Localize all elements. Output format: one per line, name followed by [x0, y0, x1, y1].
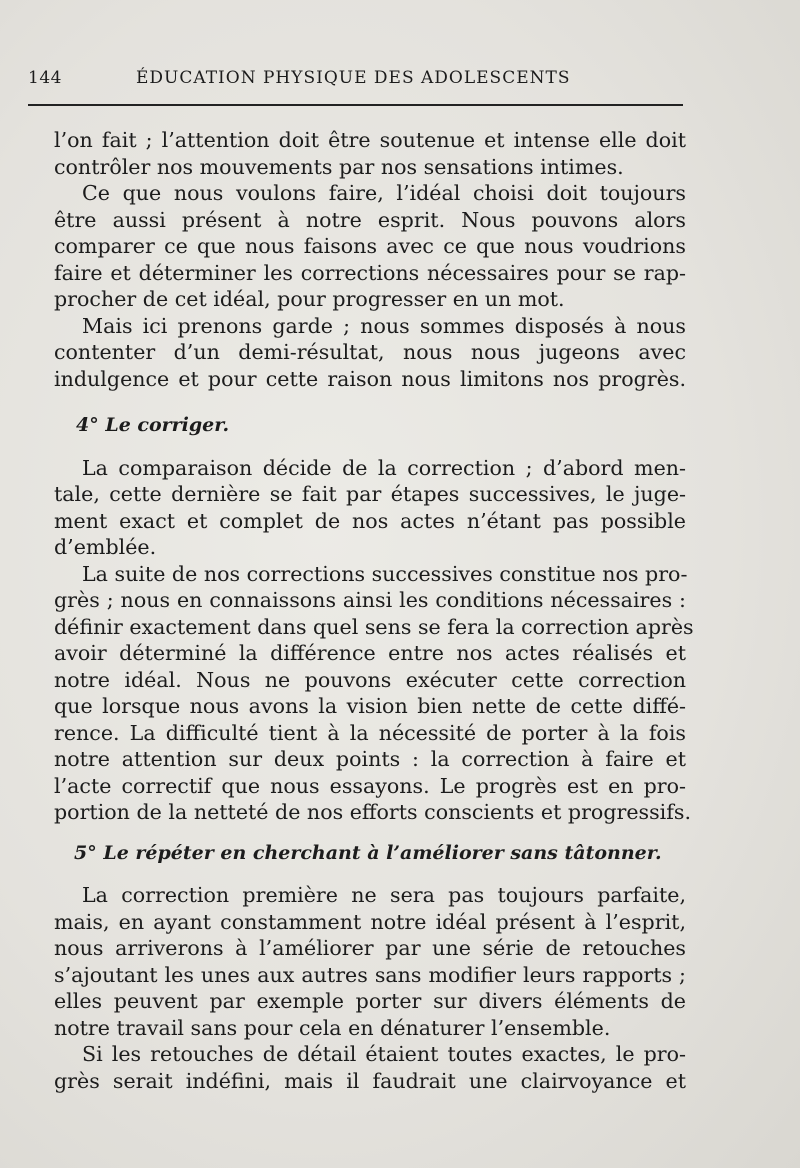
text-line: grès ; nous en connaissons ainsi les conditions nécessaires :: [54, 588, 686, 612]
page-number: 144: [28, 68, 62, 88]
text-line: avoir déterminé la différence entre nos actes réalisés et: [54, 641, 686, 665]
text-line: l’acte correctif que nous essayons. Le progrès est en pro-: [54, 773, 686, 798]
running-title: ÉDUCATION PHYSIQUE DES ADOLESCENTS: [136, 68, 571, 88]
section-heading-5: 5° Le répéter en cherchant à l’améliorer sans tâtonner.: [74, 841, 662, 864]
text-line: elles peuvent par exemple porter sur divers éléments de: [54, 989, 686, 1013]
text-line: mais, en ayant constamment notre idéal présent à l’esprit,: [54, 909, 686, 934]
text-line: La suite de nos corrections successives constitue nos pro-: [82, 561, 688, 586]
text-line: faire et déterminer les corrections nécessaires pour se rap-: [54, 260, 686, 285]
text-line: notre attention sur deux points : la correction à faire et: [54, 747, 686, 771]
text-line: que lorsque nous avons la vision bien nette de cette diffé-: [54, 694, 686, 718]
text-line: grès serait indéfini, mais il faudrait une clairvoyance et: [54, 1068, 686, 1093]
text-line: ment exact et complet de nos actes n’étant pas possible: [54, 508, 686, 533]
text-line: procher de cet idéal, pour progresser en un mot.: [54, 287, 565, 311]
text-line: notre idéal. Nous ne pouvons exécuter cette correction: [54, 667, 686, 692]
page-header: [28, 68, 680, 88]
text-line: tale, cette dernière se fait par étapes successives, le juge-: [54, 482, 686, 506]
paragraph: [54, 882, 686, 1041]
text-line: Ce que nous voulons faire, l’idéal choisi doit toujours: [82, 181, 686, 205]
text-line: l’on fait ; l’attention doit être soutenue et intense elle doit: [54, 128, 686, 152]
text-line: s’ajoutant les unes aux autres sans modifier leurs rapports ;: [54, 962, 686, 987]
text-line: d’emblée.: [54, 535, 157, 559]
text-line: nous arriverons à l’améliorer par une série de retouches: [54, 936, 686, 960]
paragraph: [54, 561, 694, 826]
text-line: Mais ici prenons garde ; nous sommes disposés à nous: [82, 313, 686, 338]
text-line: La correction première ne sera pas toujours parfaite,: [82, 883, 686, 907]
text-line: contenter d’un demi-résultat, nous nous jugeons avec: [54, 340, 686, 364]
text-line: portion de la netteté de nos efforts conscients et progressifs.: [54, 800, 691, 824]
paragraph: [54, 313, 686, 393]
text-line: définir exactement dans quel sens se fera la correction après: [54, 614, 694, 639]
text-line: notre travail sans pour cela en dénaturer l’ensemble.: [54, 1015, 611, 1040]
text-line: comparer ce que nous faisons avec ce que nous voudrions: [54, 234, 686, 258]
paragraph: [54, 455, 686, 561]
text-line: Si les retouches de détail étaient toutes exactes, le pro-: [82, 1042, 686, 1066]
text-line: indulgence et pour cette raison nous limitons nos progrès.: [54, 366, 686, 391]
paragraph: [54, 127, 686, 180]
section-heading-4: 4° Le corriger.: [76, 414, 230, 436]
header-rule: [28, 104, 683, 106]
text-line: La comparaison décide de la correction ; d’abord men-: [82, 455, 686, 480]
paragraph: [54, 1041, 686, 1094]
text-line: rence. La difficulté tient à la nécessité de porter à la fois: [54, 720, 686, 745]
paragraph: [54, 180, 686, 313]
text-line: contrôler nos mouvements par nos sensations intimes.: [54, 154, 624, 179]
page-body: [54, 127, 694, 1094]
text-line: être aussi présent à notre esprit. Nous pouvons alors: [54, 207, 686, 232]
